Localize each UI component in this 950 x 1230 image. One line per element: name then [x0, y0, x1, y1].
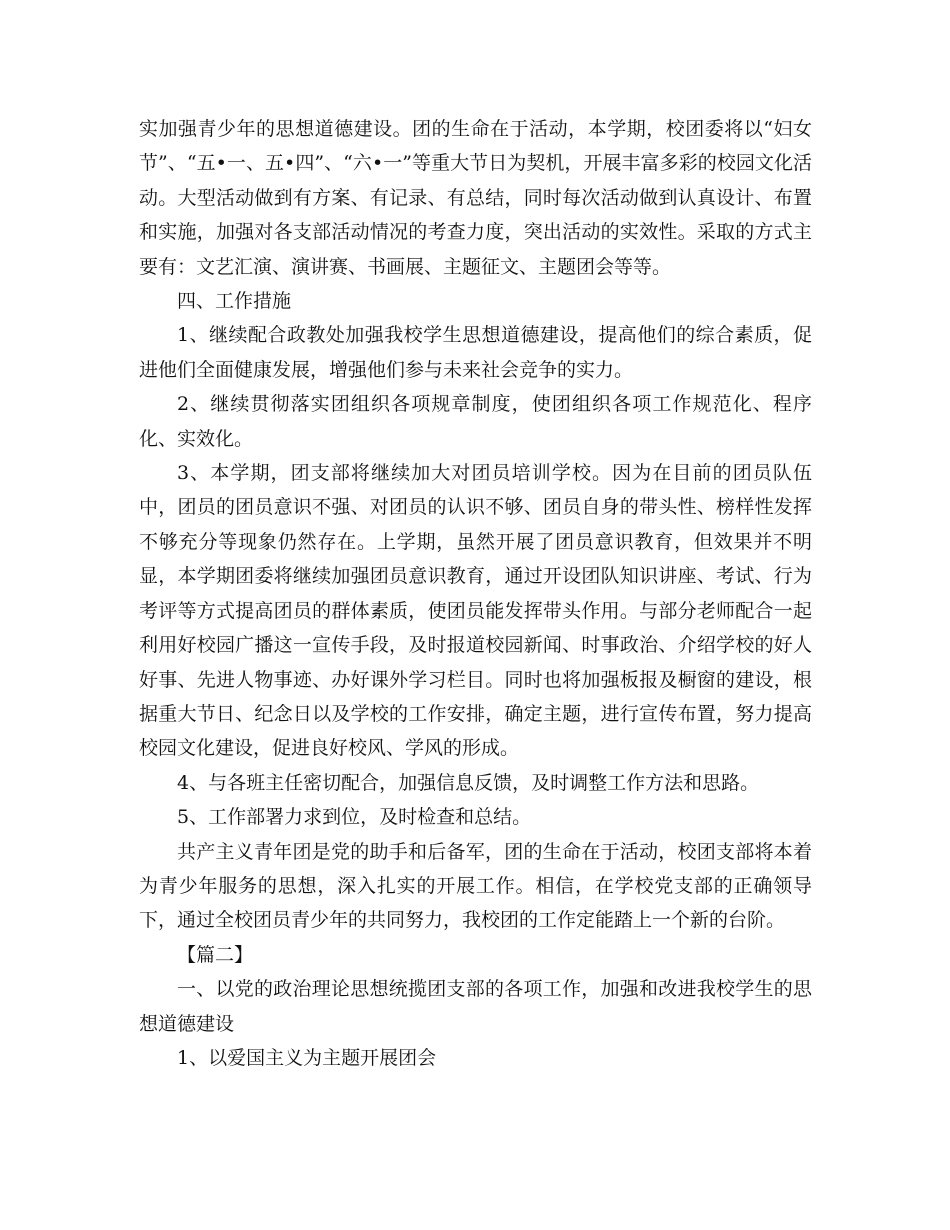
closing-paragraph: 共产主义青年团是党的助手和后备军，团的生命在于活动，校团支部将本着为青少年服务的思想，深入扎实的开展工作。相信，在学校党支部的正确领导下，通过全校团员青少年的共同努力，我校团的工作定能踏上一个新的台阶。: [139, 840, 812, 932]
part-two-heading: 【篇二】: [177, 943, 254, 966]
document-body: [139, 112, 812, 1075]
paragraph-continuation: 实加强青少年的思想道德建设。团的生命在于活动，本学期，校团委将以“妇女节”、“五•一、五•四”、“六•一”等重大节日为契机，开展丰富多彩的校园文化活动。大型活动做到有方案、有记录、有总结，同时每次活动做到认真设计、布置和实施，加强对各支部活动情况的考查力度，突出活动的实效性。采取的方式主要有：文艺汇演、演讲赛、书画展、主题征文、主题团会等等。: [139, 118, 812, 278]
measure-item-3: 3、本学期，团支部将继续加大对团员培训学校。因为在目前的团员队伍中，团员的团员意识不强、对团员的认识不够、团员自身的带头性、榜样性发挥不够充分等现象仍然存在。上学期，虽然开展了团员意识教育，但效果并不明显，本学期团委将继续加强团员意识教育，通过开设团队知识讲座、考试、行为考评等方式提高团员的群体素质，使团员能发挥带头作用。与部分老师配合一起利用好校园广播这一宣传手段，及时报道校园新闻、时事政治、介绍学校的好人好事、先进人物事迹、办好课外学习栏目。同时也将加强板报及橱窗的建设，根据重大节日、纪念日以及学校的工作安排，确定主题，进行宣传布置，努力提高校园文化建设，促进良好校风、学风的形成。: [139, 462, 812, 760]
measure-item-1: 1、继续配合政教处加强我校学生思想道德建设，提高他们的综合素质，促进他们全面健康发展，增强他们参与未来社会竞争的实力。: [139, 324, 812, 381]
measure-item-2: 2、继续贯彻落实团组织各项规章制度，使团组织各项工作规范化、程序化、实效化。: [139, 393, 812, 450]
measure-item-5: 5、工作部署力求到位，及时检查和总结。: [177, 806, 532, 829]
part-two-item-1: 1、以爱国主义为主题开展团会: [177, 1046, 437, 1069]
measure-item-4: 4、与各班主任密切配合，加强信息反馈，及时调整工作方法和思路。: [177, 771, 760, 794]
section-heading-work-measures: 四、工作措施: [177, 290, 292, 313]
part-two-section-1: 一、以党的政治理论思想统揽团支部的各项工作，加强和改进我校学生的思想道德建设: [139, 978, 812, 1035]
